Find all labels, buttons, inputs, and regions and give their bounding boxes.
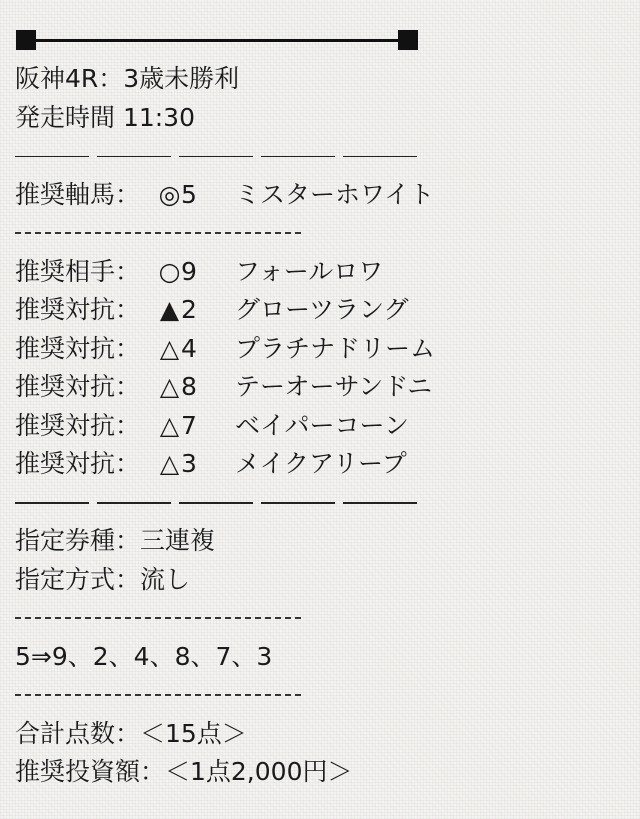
- horse-number: 7: [181, 410, 197, 440]
- horse-name: グローツラング: [235, 295, 409, 324]
- post-time: 発走時間 11:30: [15, 102, 195, 132]
- triangle-mark-icon: △: [159, 333, 180, 363]
- total-points: 合計点数：＜15点＞: [15, 718, 247, 748]
- double-circle-mark-icon: ◎: [158, 179, 181, 209]
- header-divider: [16, 28, 418, 50]
- solid-separator: [15, 137, 417, 176]
- filled-triangle-mark-icon: ▲: [159, 295, 180, 324]
- horse-name: フォールロワ: [235, 256, 384, 286]
- triangle-mark-icon: △: [159, 410, 180, 440]
- race-prediction-card: [15, 28, 625, 792]
- pick-label: 推奨対抗：: [15, 295, 141, 324]
- pick-label: 推奨対抗：: [15, 333, 141, 363]
- pick-row: [15, 253, 625, 292]
- pick-row: [15, 407, 625, 446]
- ticket-method: 指定方式：流し: [15, 564, 191, 594]
- horse-name: ミスターホワイト: [235, 179, 435, 209]
- horse-number: 9: [181, 256, 197, 286]
- triangle-mark-icon: △: [159, 372, 180, 401]
- pick-row: [15, 445, 625, 484]
- dashed-separator: [15, 214, 625, 253]
- pick-label: 推奨対抗：: [15, 372, 141, 401]
- horse-number: 8: [181, 372, 197, 401]
- square-left-icon: [16, 30, 36, 50]
- dashed-separator: [15, 676, 625, 715]
- horse-number: 4: [181, 333, 197, 363]
- horse-name: プラチナドリーム: [235, 333, 436, 363]
- ticket-type: 指定券種：三連複: [15, 526, 216, 555]
- investment-amount: 推奨投資額：＜1点2,000円＞: [15, 757, 353, 786]
- solid-separator: [15, 484, 417, 523]
- race-title: 阪神4R：3歳未勝利: [15, 64, 240, 93]
- combination: 5⇒9、2、4、8、7、3: [15, 641, 273, 671]
- dashed-separator: [15, 599, 625, 638]
- header-line: [36, 39, 398, 42]
- pick-label: 推奨対抗：: [15, 449, 141, 478]
- pick-label: 推奨相手：: [15, 256, 141, 286]
- triangle-mark-icon: △: [159, 449, 180, 478]
- square-right-icon: [398, 30, 418, 50]
- horse-name: テーオーサンドニ: [235, 372, 433, 401]
- horse-name: ベイパーコーン: [235, 410, 410, 440]
- pick-row: [15, 330, 625, 369]
- pick-row: [15, 368, 625, 407]
- main-pick-row: [15, 176, 625, 215]
- pick-label: 推奨対抗：: [15, 410, 141, 440]
- pick-row: [15, 291, 625, 330]
- horse-number: 3: [181, 449, 197, 478]
- pick-label: 推奨軸馬：: [15, 179, 141, 209]
- horse-number: 5: [181, 179, 197, 209]
- horse-number: 2: [181, 295, 197, 324]
- circle-mark-icon: ○: [158, 256, 181, 286]
- horse-name: メイクアリープ: [235, 449, 407, 478]
